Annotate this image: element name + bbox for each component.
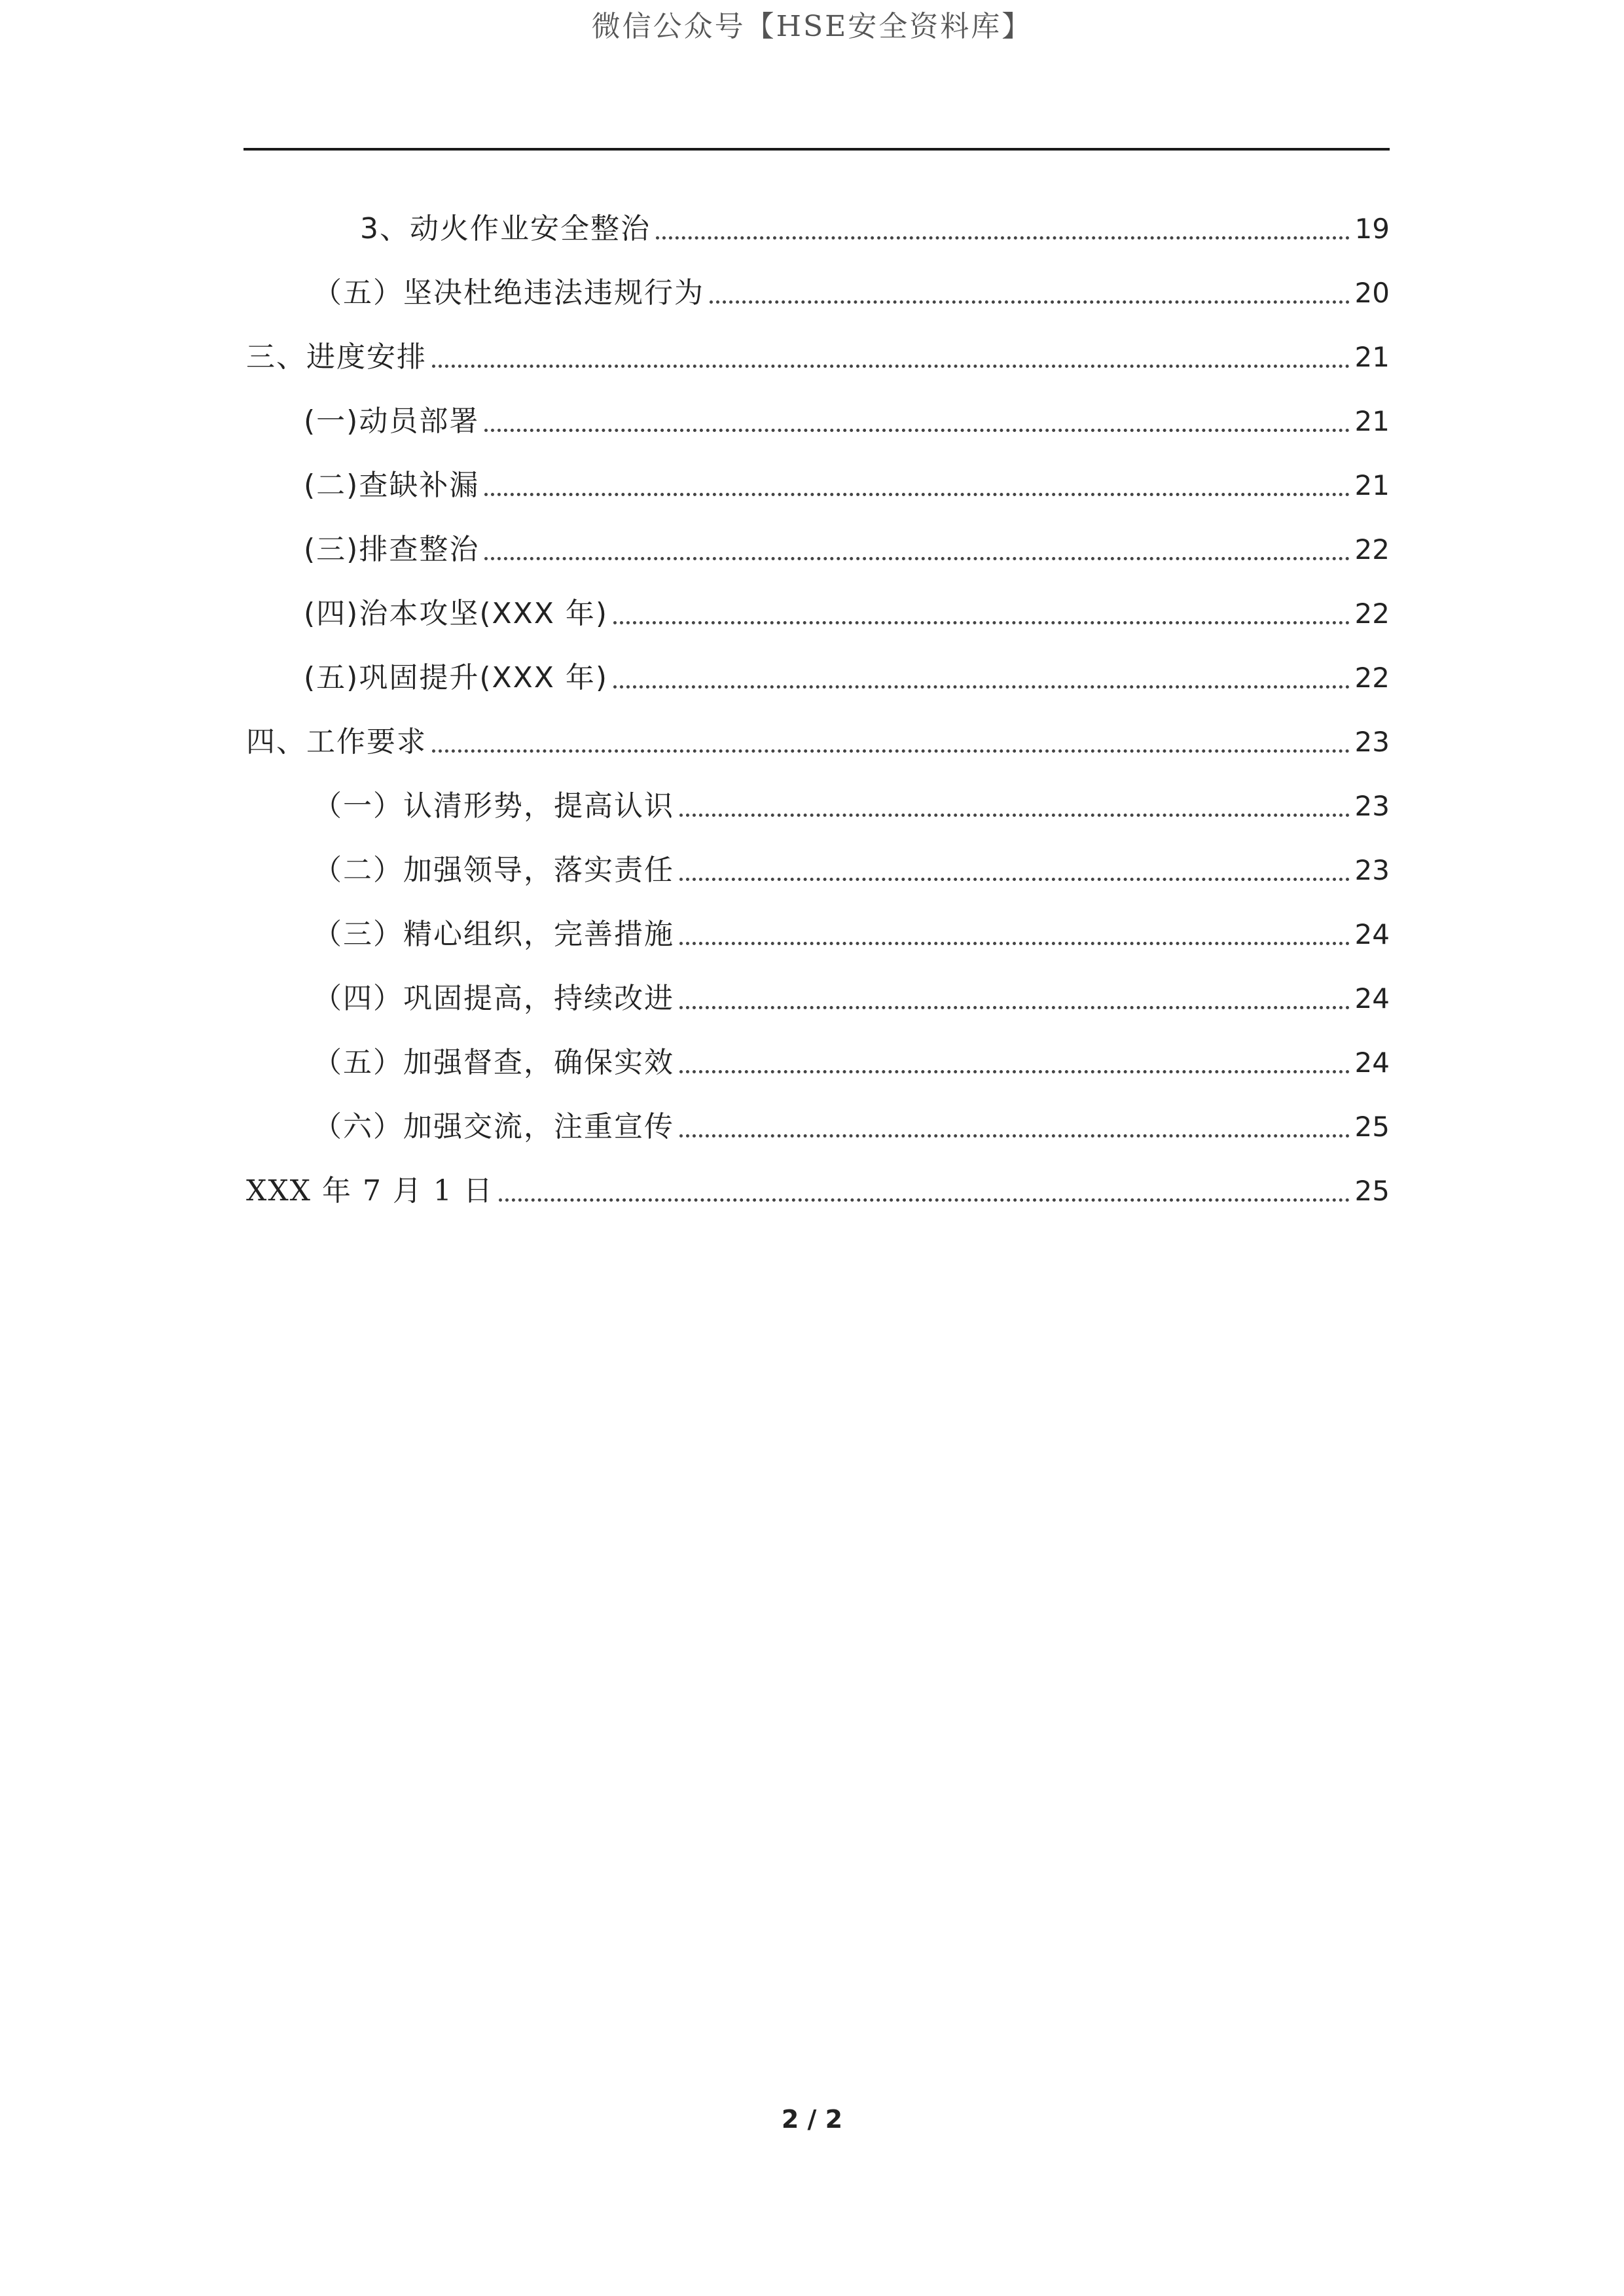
toc-entry[interactable] [313,1043,1390,1083]
toc-entry-label: (四)治本攻坚(XXX 年) [304,597,609,630]
page-number: 2 / 2 [781,2105,843,2134]
toc-dot-leader [679,942,1350,945]
toc-entry[interactable] [313,851,1390,890]
toc-entry-label: （六）加强交流，注重宣传 [313,1110,674,1143]
toc-entry-label: （二）加强领导，落实责任 [313,853,674,887]
toc-entry-page: 21 [1354,405,1390,437]
toc-entry-page: 23 [1354,790,1390,822]
toc-entry-page: 25 [1354,1175,1390,1207]
toc-entry-label: （四）巩固提高，持续改进 [313,982,674,1015]
toc-entry[interactable] [313,787,1390,826]
toc-entry-page: 23 [1354,854,1390,886]
toc-entry[interactable] [246,1172,1390,1211]
toc-entry-page: 22 [1354,533,1390,565]
toc-entry[interactable] [304,402,1390,441]
toc-dot-leader [432,365,1350,368]
toc-entry[interactable] [360,209,1390,249]
toc-entry-page: 24 [1354,1047,1390,1079]
toc-entry[interactable] [313,274,1390,313]
toc-entry[interactable] [313,915,1390,954]
toc-entry-page: 21 [1354,341,1390,373]
toc-dot-leader [679,1006,1350,1009]
toc-dot-leader [656,236,1350,240]
toc-entry-label: (三)排查整治 [304,533,480,566]
toc-dot-leader [679,814,1350,817]
toc-entry-label: (五)巩固提升(XXX 年) [304,661,609,694]
toc-entry-page: 20 [1354,277,1390,309]
toc-entry-page: 24 [1354,918,1390,950]
toc-entry-label: 四、工作要求 [246,725,427,759]
toc-entry[interactable] [304,658,1390,698]
toc-entry[interactable] [313,1107,1390,1147]
toc-dot-leader [432,749,1350,753]
toc-entry[interactable] [246,338,1390,377]
toc-entry-page: 22 [1354,598,1390,630]
toc-entry[interactable] [304,594,1390,634]
toc-entry-page: 19 [1354,213,1390,245]
toc-entry-label: (一)动员部署 [304,404,480,438]
toc-dot-leader [484,557,1349,560]
toc-dot-leader [613,685,1349,689]
toc-entry[interactable] [304,530,1390,569]
toc-entry-label: （五）加强督查，确保实效 [313,1046,674,1079]
document-header-text: 微信公众号【HSE安全资料库】 [591,10,1033,43]
toc-entry-page: 23 [1354,726,1390,758]
toc-entry-page: 24 [1354,982,1390,1014]
toc-dot-leader [484,493,1349,496]
toc-entry-page: 25 [1354,1111,1390,1143]
toc-entry-page: 21 [1354,469,1390,501]
toc-entry-label: 3、动火作业安全整治 [360,212,651,245]
toc-entry[interactable] [313,979,1390,1018]
toc-dot-leader [499,1198,1350,1202]
toc-entry[interactable] [246,723,1390,762]
toc-entry[interactable] [304,466,1390,505]
toc-dot-leader [679,1070,1350,1073]
toc-dot-leader [484,429,1349,432]
toc-entry-page: 22 [1354,662,1390,694]
toc-entry-label: XXX 年 7 月 1 日 [246,1174,494,1208]
toc-dot-leader [710,300,1350,304]
toc-dot-leader [679,878,1350,881]
toc-entry-label: (二)查缺补漏 [304,469,480,502]
toc-entry-label: （五）坚决杜绝违法违规行为 [313,276,704,310]
toc-entry-label: （三）精心组织，完善措施 [313,918,674,951]
toc-entry-label: 三、进度安排 [246,340,427,374]
toc-entry-label: （一）认清形势，提高认识 [313,789,674,823]
toc-dot-leader [679,1134,1350,1138]
toc-dot-leader [613,621,1349,624]
header-rule [244,148,1390,151]
